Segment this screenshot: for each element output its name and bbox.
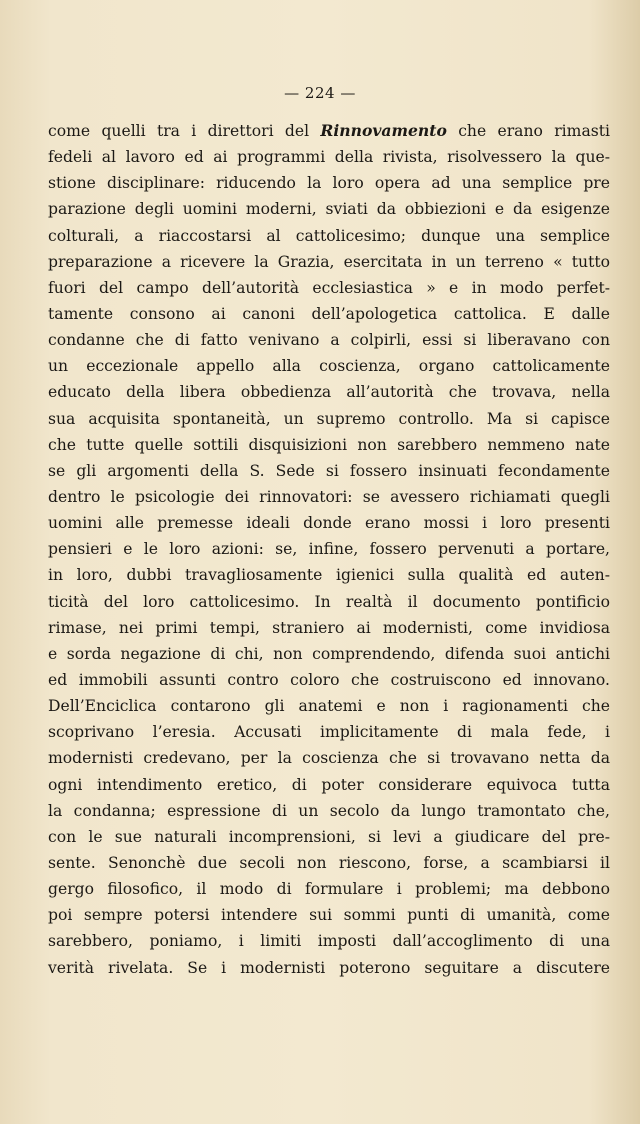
text-segment: e sorda negazione di chi, non comprendendo, difenda suoi antichi [48, 644, 610, 663]
text-segment: condanne che di fatto venivano a colpirli, essi si liberavano con [48, 331, 610, 350]
text-segment: tamente consono ai canoni dell’apologetica cattolica. E dalle [48, 304, 610, 323]
text-line [48, 928, 610, 954]
text-segment: modernisti credevano, per la coscienza che si trovavano netta da [48, 749, 610, 768]
text-line [48, 772, 610, 798]
text-line [48, 667, 610, 693]
text-segment: un eccezionale appello alla coscienza, organo cattolicamente [48, 357, 610, 376]
text-line [48, 353, 610, 379]
text-line [48, 458, 610, 484]
text-segment: sarebbero, poniamo, i limiti imposti dall’accoglimento di una [48, 932, 610, 951]
text-line [48, 536, 610, 562]
text-segment: dentro le psicologie dei rinnovatori: se avessero richiamati quegli [48, 487, 610, 506]
text-segment: parazione degli uomini moderni, sviati da obbiezioni e da esigenze [48, 200, 610, 219]
text-segment: educato della libera obbedienza all’autorità che trovava, nella [48, 383, 610, 402]
text-line [48, 693, 610, 719]
text-line [48, 484, 610, 510]
text-segment: Dell’Enciclica contarono gli anatemi e non i ragionamenti che [48, 697, 610, 716]
text-segment: stione disciplinare: riducendo la loro opera ad una semplice pre [48, 174, 610, 193]
text-segment: che tutte quelle sottili disquisizioni non sarebbero nemmeno nate [48, 435, 610, 454]
text-segment: colturali, a riaccostarsi al cattolicesimo; dunque una semplice [48, 226, 610, 245]
text-line [48, 955, 610, 981]
text-segment: che erano rimasti [446, 122, 610, 140]
text-segment: ticità del loro cattolicesimo. In realtà il documento pontificio [48, 592, 610, 611]
text-segment: ogni intendimento eretico, di poter considerare equivoca tutta [48, 775, 610, 794]
text-segment: come quelli tra i direttori del [48, 122, 321, 140]
italic-title: Rinnovamento [320, 121, 447, 140]
text-line [48, 876, 610, 902]
text-line [48, 850, 610, 876]
text-line [48, 301, 610, 327]
text-line [48, 223, 610, 249]
text-segment: con le sue naturali incomprensioni, si levi a giudicare del pre- [48, 827, 610, 846]
text-line [48, 379, 610, 405]
text-line [48, 406, 610, 432]
text-line [48, 824, 610, 850]
text-line [48, 719, 610, 745]
text-line [48, 275, 610, 301]
text-segment: se gli argomenti della S. Sede si fossero insinuati fecondamente [48, 461, 610, 480]
text-line [48, 327, 610, 353]
text-line [48, 615, 610, 641]
text-line [48, 589, 610, 615]
text-segment: sua acquisita spontaneità, un supremo controllo. Ma si capisce [48, 409, 610, 428]
text-segment: ed immobili assunti contro coloro che costruiscono ed innovano. [48, 670, 610, 689]
text-segment: pensieri e le loro azioni: se, infine, fossero pervenuti a portare, [48, 540, 610, 559]
text-line [48, 144, 610, 170]
text-line [48, 118, 610, 144]
text-line [48, 249, 610, 275]
text-segment: poi sempre potersi intendere sui sommi punti di umanità, come [48, 906, 610, 925]
text-line [48, 170, 610, 196]
text-segment: preparazione a ricevere la Grazia, esercitata in un terreno « tutto [48, 252, 610, 271]
text-segment: sente. Senonchè due secoli non riescono, forse, a scambiarsi il [48, 853, 610, 872]
text-segment: verità rivelata. Se i modernisti poterono seguitare a discutere [48, 958, 610, 977]
text-line [48, 432, 610, 458]
text-segment: gergo filosofico, il modo di formulare i problemi; ma debbono [48, 880, 610, 899]
text-line [48, 196, 610, 222]
text-segment: fedeli al lavoro ed ai programmi della rivista, risolvessero la que- [48, 148, 610, 167]
body-text [48, 118, 610, 981]
text-line [48, 510, 610, 536]
text-line [48, 902, 610, 928]
text-segment: la condanna; espressione di un secolo da lungo tramontato che, [48, 801, 610, 820]
text-line [48, 798, 610, 824]
text-line [48, 641, 610, 667]
text-line [48, 745, 610, 771]
text-segment: in loro, dubbi travagliosamente igienici sulla qualità ed auten- [48, 566, 610, 585]
page-number: — 224 — [284, 84, 356, 102]
text-segment: fuori del campo dell’autorità ecclesiastica » e in modo perfet- [48, 278, 610, 297]
text-segment: uomini alle premesse ideali donde erano mossi i loro presenti [48, 514, 610, 533]
text-segment: scoprivano l’eresia. Accusati implicitamente di mala fede, i [48, 723, 610, 742]
text-line [48, 562, 610, 588]
text-segment: rimase, nei primi tempi, straniero ai modernisti, come invidiosa [48, 618, 610, 637]
